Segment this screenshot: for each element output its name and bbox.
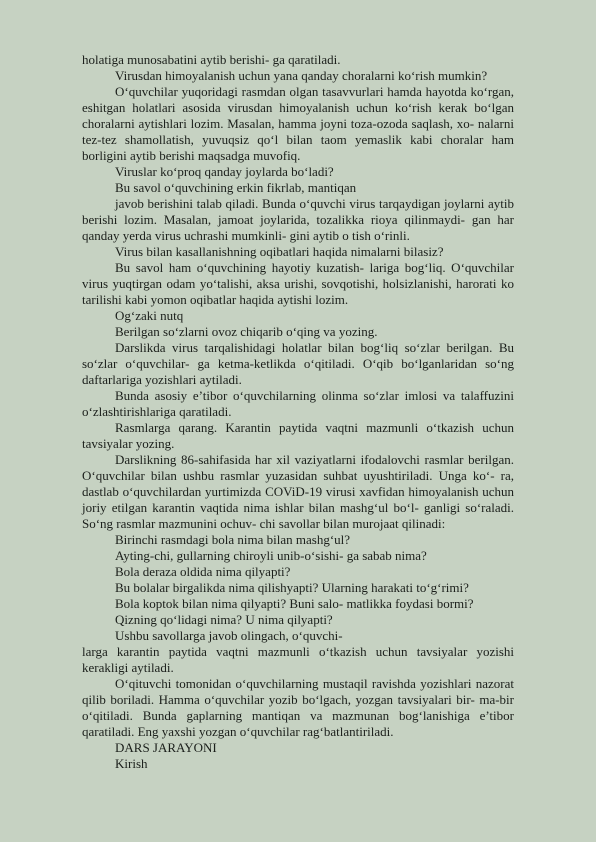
section-heading: Og‘zaki nutq bbox=[115, 308, 184, 323]
question-item: Bola koptok bilan nima qilyapti? Buni salo- matlikka foydasi bormi? bbox=[115, 596, 474, 611]
question-heading: Viruslar ko‘proq qanday joylarda bo‘ladi? bbox=[115, 164, 334, 179]
question-item: Ayting-chi, gullarning chiroyli unib-o‘sishi- ga sabab nima? bbox=[115, 548, 427, 563]
paragraph: O‘qituvchi tomonidan o‘quvchilarning mustaqil ravishda yozishlari nazorat qilib boriladi. Hamma o‘quvchilar yozib bo‘lgach, yozgan tavsiyalari bir- ma-bir o‘qitiladi. Bunda gaplarning mantiqan va mazmunan bog‘lanishiga e’tibor qaratiladi. Eng yaxshi yozgan o‘quvchilar rag‘batlantiriladi. bbox=[82, 676, 514, 739]
task-heading: Rasmlarga qarang. Karantin paytida vaqtni mazmunli o‘tkazish uchun tavsiyalar yozing. bbox=[82, 420, 514, 451]
paragraph: javob berishini talab qiladi. Bunda o‘quvchi virus tarqaydigan joylarni aytib berishi lozim. Masalan, jamoat joylarida, tozalikka rioya qilinmaydi- gan har qanday yerda virus uchrashi mumkinli- gini aytib o tish o‘rinli. bbox=[82, 196, 514, 243]
paragraph-continuation: holatiga munosabatini aytib berishi- ga qaratiladi. bbox=[82, 52, 341, 67]
question-item: Bola deraza oldida nima qilyapti? bbox=[115, 564, 291, 579]
question-heading: Virus bilan kasallanishning oqibatlari haqida nimalarni bilasiz? bbox=[115, 244, 444, 259]
paragraph: Bunda asosiy e’tibor o‘quvchilarning olinma so‘zlar imlosi va talaffuzini o‘zlashtirishlariga qaratiladi. bbox=[82, 388, 514, 419]
question-item: Birinchi rasmdagi bola nima bilan mashg‘ul? bbox=[115, 532, 351, 547]
question-item: Qizning qo‘lidagi nima? U nima qilyapti? bbox=[115, 612, 333, 627]
question-heading: Virusdan himoyalanish uchun yana qanday choralarni ko‘rish mumkin? bbox=[115, 68, 488, 83]
paragraph: Darslikda virus tarqalishidagi holatlar bilan bog‘liq so‘zlar berilgan. Bu so‘zlar o‘quvchilar- ga ketma-ketlikda o‘qitiladi. O‘qib bo‘lganlaridan so‘ng daftarlariga yozishlari aytiladi. bbox=[82, 340, 514, 387]
document-page bbox=[82, 52, 514, 772]
paragraph: Bu savol ham o‘quvchining hayotiy kuzatish- lariga bog‘liq. O‘quvchilar virus yuqtirgan odam yo‘talishi, aksa urishi, sovqotishi, holsizlanishi, harorati ko tarilishi kabi yomon oqibatlar haqida aytishi lozim. bbox=[82, 260, 514, 307]
paragraph-line: Ushbu savollarga javob olingach, o‘quvchi- bbox=[115, 628, 343, 643]
paragraph: larga karantin paytida vaqtni mazmunli o‘tkazish uchun tavsiyalar yozishi kerakligi aytiladi. bbox=[82, 644, 514, 675]
task-heading: Berilgan so‘zlarni ovoz chiqarib o‘qing va yozing. bbox=[115, 324, 378, 339]
section-heading: DARS JARAYONI bbox=[115, 740, 217, 755]
section-subheading: Kirish bbox=[115, 756, 148, 771]
paragraph: Darslikning 86-sahifasida har xil vaziyatlarni ifodalovchi rasmlar berilgan. O‘quvchilar bilan ushbu rasmlar yuzasidan suhbat uyushtiriladi. Unga ko‘- ra, dastlab o‘quvchilardan yurtimizda COViD-19 virusi xavfidan himoyalanish uchun joriy etilgan karantin vaqtida nima ishlar bilan mashg‘ul bo‘l- ganligi so‘raladi. So‘ng rasmlar mazmunini ochuv- chi savollar bilan murojaat qilinadi: bbox=[82, 452, 514, 531]
paragraph-line: Bu savol o‘quvchining erkin fikrlab, mantiqan bbox=[115, 180, 357, 195]
question-item: Bu bolalar birgalikda nima qilishyapti? Ularning harakati to‘g‘rimi? bbox=[115, 580, 469, 595]
paragraph: O‘quvchilar yuqoridagi rasmdan olgan tasavvurlari hamda hayotda ko‘rgan, eshitgan holatlari asosida virusdan himoyalanish uchun ko‘rish kerak bo‘lgan choralarni aytishlari lozim. Masalan, hamma joyni toza-ozoda saqlash, xo- nalarni tez-tez shamollatish, yuvuqsiz qo‘l bilan taom yemaslik kabi choralar ham borligini aytib berishi maqsadga muvofiq. bbox=[82, 84, 514, 163]
